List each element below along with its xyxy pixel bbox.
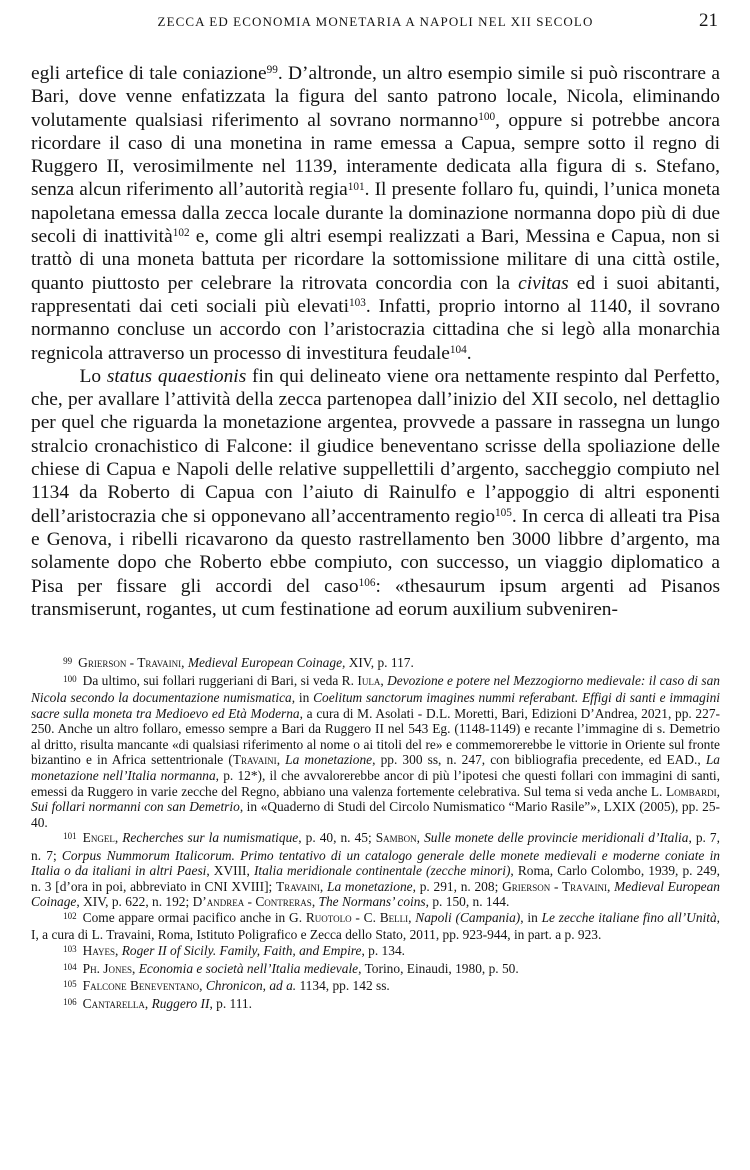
author-name: Ph. Jones [82,960,133,976]
text-run: , [199,978,206,994]
author-name: Ruotolo [305,909,352,925]
italic-text: Corpus Nummorum Italicorum. Primo tentativo di un catalogo generale delle monete medievali e moderne coniate in Italia o da italiani in altri Paesi [31,847,720,879]
author-name: Travaini [232,752,277,768]
footnote-number: 101 [63,831,77,842]
footnote-106 [31,996,720,1014]
italic-text: Napoli (Campania) [415,909,521,925]
text-run: fin qui delineato viene ora nettamente respinto dal Perfetto, che, per avallare l’attività della zecca partenopea dall’inizio del XII secolo, nel dettaglio per quel che riguarda la monetazione argentea, provvede a passare in rassegna un lungo stralcio cronachistico di Falcone: il giudice beneventano scrisse della spoliazione delle chiese di Capua e Napoli delle relative suppellettili d’argento, saccheggio compiuto nel 1134 da Roberto di Capua con l’aiuto di Rainulfo e l’appoggio di altri esponenti dell’aristocrazia che si opponevano all’accentramento regio [31,365,721,527]
footnote-104 [31,961,720,979]
text-run: , p. 134. [361,942,405,958]
text-run: ed i suoi abitanti, rappresentati dai ceti sociali più elevati [31,272,720,317]
italic-text: Recherches sur la numismatique [122,830,299,846]
author-name: Grierson - Travaini [78,655,182,671]
text-run: , p. 291, n. 208; [412,878,503,894]
italic-text: Sulle monete delle provincie meridionali d’Italia [424,830,689,846]
italic-text: Roger II of Sicily. Family, Faith, and Empire [121,942,362,958]
footnote-101 [31,830,720,910]
text-run: , [262,978,270,994]
author-name: D’andrea - Contreras [192,894,312,910]
footnote-number: 102 [63,910,77,921]
italic-text: Le zecche italiane fino all’Unità [541,909,717,925]
italic-text: Sui follari normanni con san Demetrio [31,799,240,815]
italic-text: Medieval European Coinage, [187,655,346,671]
page-number: 21 [699,10,718,31]
text-run: 1134, pp. 142 ss. [296,978,390,994]
author-name: Sambon [375,830,417,846]
footnote-ref: 101 [347,180,365,193]
text-run: , p. 12*), il che avvalorerebbe ancor di più l’ipotesi che questi follari con immagini di santi, emessi da Ruggero in varie zecche del Regno, abbiano una valenza fortemente celebrativa. Sul tema si veda anche L. [31,767,720,799]
footnote-ref: 103 [349,297,366,310]
italic-text: status quaestionis [106,365,247,387]
text-run: . Il presente follaro fu, quindi, l’unica moneta napoletana emessa dalla zecca locale durante la dominazione normanna dopo più di due secoli di inattività [31,179,720,248]
text-run: , in «Quaderno di Studi del Circolo Numismatico “Mario Rasile”», LXIX (2005), pp. 25-40. [31,799,720,830]
footnote-ref: 102 [172,227,190,240]
text-run: , [276,752,286,768]
footnote-ref: 104 [449,343,467,356]
text-run: egli artefice di tale coniazione [31,63,267,84]
footnotes [31,655,720,1013]
text-run: , [311,894,319,910]
text-run: , [716,783,720,799]
italic-text: Devozione e potere nel Mezzogiorno medievale: il caso di san Nicola secondo la documentazione numismatica [31,672,720,706]
main-text [31,62,720,621]
author-name: Iula [357,672,381,688]
text-run: . [466,342,472,364]
running-title: ZECCA ED ECONOMIA MONETARIA A NAPOLI NEL XII SECOLO [157,14,594,29]
text-run: Come appare ormai pacifico anche in G. [82,909,306,925]
text-run: , Torino, Einaudi, 1980, p. 50. [358,960,519,976]
text-run: , [408,909,416,925]
italic-text: ad a. [269,978,297,994]
footnote-102 [31,910,720,943]
text-run: , Roma, Carlo Colombo, 1939, p. 249, n. 3 [d’ora in poi, abbreviato in CNI XVIII]; [31,863,721,894]
text-run: , [319,878,327,894]
footnote-100 [31,673,720,830]
text-run: . D’altronde, un altro esempio simile si può riscontrare a Bari, dove venne enfatizzata la figura del santo patrono locale, Nicola, eliminando volutamente qualsiasi riferimento al sovrano normanno [31,63,720,131]
text-run: e, come gli altri esempi realizzati a Bari, Messina e Capua, non si trattò di una moneta battuta per ricordare la sottomissione militare di una città ostile, quanto piuttosto per celebrare la ritrovata concordia con la [31,226,720,294]
text-run: , [416,830,425,846]
text-run: , pp. 300 ss, n. 247, con bibliografia precedente, ed EAD., [372,752,706,768]
running-head [31,10,720,34]
text-run: , oppure si potrebbe ancora ricordare il caso di una monetina in rame emessa a Capua, sempre sotto il regno di Ruggero II, verosimilmente nel 1139, interamente dedicata alla figura di s. Stefano, senza alcun riferimento all’autorità regia [31,109,720,201]
footnote-number: 104 [63,961,77,972]
author-name: Belli [379,909,409,925]
author-name: Grierson - Travaini [502,878,607,894]
text-run: , [114,830,123,846]
body-paragraph-1 [31,62,720,365]
author-name: Travaini [276,878,320,894]
italic-text: Medieval European Coinage [31,878,720,910]
italic-text: Chronicon [205,978,263,994]
author-name: Engel [82,830,115,846]
text-run: , I, a cura di L. Travaini, Roma, Istituto Poligrafico e Zecca dello Stato, 2011, pp. 923-944, in part. a p. 923. [31,909,721,943]
text-run: , p. 150, n. 144. [425,894,510,910]
italic-text: Ruggero II [151,995,210,1011]
footnote-99 [31,655,720,673]
text-run: . In cerca di alleati tra Pisa e Genova, i ribelli ricavarono da questo rastrellamento ben 3000 libbre d’argento, ma solamente dopo che Roberto ebbe compiuto, con successo, un viaggio diplomatico a Pisa per fissare gli accordi del caso [31,505,720,597]
text-run: , [606,878,615,894]
author-name: Hayes [82,942,116,958]
text-run: : «thesaurum ipsum argenti ad Pisanos transmiserunt, rogantes, ut cum festinatione ad eorum auxilium subveniren- [31,575,720,620]
footnote-103 [31,943,720,961]
text-run: Da ultimo, sui follari ruggeriani di Bari, si veda R. [82,672,358,688]
text-run: , in [520,909,542,925]
author-name: Lombardi [665,783,717,799]
italic-text: The Normans’ coins [318,894,426,910]
footnote-number: 100 [63,673,77,684]
text-run: , [181,655,188,671]
footnote-number: 105 [63,979,77,990]
text-run: , [144,995,152,1011]
footnote-number: 106 [63,996,77,1007]
author-name: Falcone Beneventano [82,978,200,994]
text-run: , [380,672,388,688]
italic-text: Italia meridionale continentale (zecche minori) [253,863,511,879]
text-run: , in [291,690,314,706]
italic-text: Economia e società nell’Italia medievale [138,960,359,976]
text-run: , [115,942,122,958]
text-run: XIV, p. 117. [345,655,414,671]
footnote-ref: 105 [495,507,512,520]
italic-text: La monetazione [327,878,413,894]
text-run: , p. 111. [209,995,252,1011]
text-run: - C. [351,909,380,925]
text-run: , [132,960,139,976]
text-run: Lo [79,365,107,387]
footnote-105 [31,978,720,996]
text-run: , a cura di M. Asolati - D.L. Moretti, Bari, Edizioni D’Andrea, 2021, pp. 227-250. Anche un altro follaro, emesso sempre a Bari da Ruggero II nel 543 Eg. (1148-1149) e recante l’immagine di s. Demetrio al dritto, risulta mancante «di qualsiasi riferimento al nome o ai titoli del re» e commemorerebbe le vittorie in Oriente sul fronte bizantino e in Africa settentrionale ( [31,705,720,768]
footnote-ref: 99 [266,64,278,77]
text-run: , p. 7, n. 7; [31,830,720,863]
author-name: Cantarella [82,995,145,1011]
body-paragraph-2 [31,365,720,621]
footnote-number: 99 [63,656,73,667]
footnote-ref: 106 [358,576,376,589]
text-run: , XVIII, [206,863,254,879]
footnote-number: 103 [63,943,77,954]
text-run: . Infatti, proprio intorno al 1140, il sovrano normanno concluse un accordo con l’aristocrazia cittadina che si legò alla monarchia regnicola attraverso un processo di investitura feudale [31,295,720,364]
italic-text: Coelitum sanctorum imagines nummi referabant. Effigi di santi e immagini sacre sulla moneta tra Medioevo ed Età Moderna [31,690,720,721]
text-run: , XIV, p. 622, n. 192; [76,894,193,910]
italic-text: civitas [518,272,569,294]
footnote-ref: 100 [478,110,496,123]
text-run: , p. 40, n. 45; [298,830,376,846]
italic-text: La monetazione nell’Italia normanna [31,752,720,783]
italic-text: La monetazione [285,752,373,768]
